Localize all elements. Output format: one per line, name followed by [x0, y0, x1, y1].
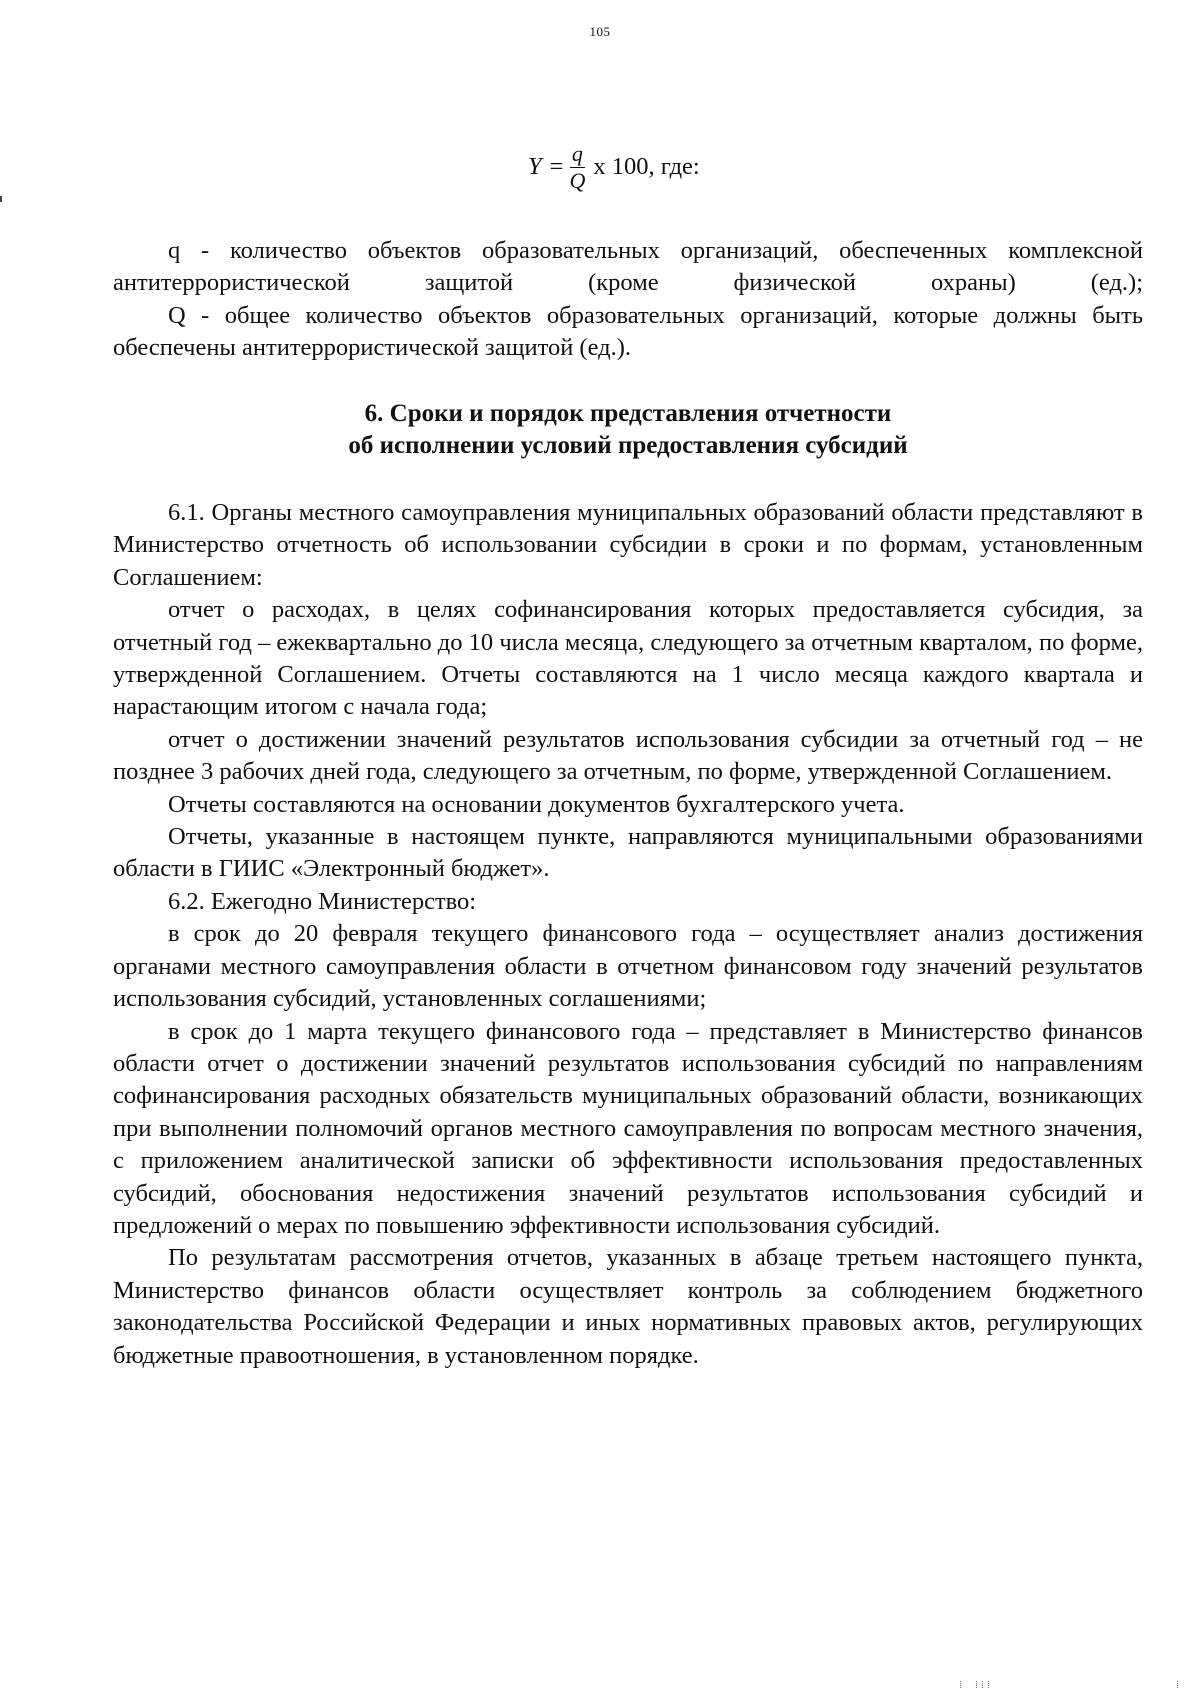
paragraph-march-1-report: в срок до 1 марта текущего финансового года – представляет в Министерство финансов области отчет о достижении значений результатов использования субсидий по направлениям софинансирования расходных обязательств муниципальных образований области, возникающих при выполнении полномочий органов местного самоуправления по вопросам местного значения, с приложением аналитической записки об эффективности использования предоставленных субсидий, обоснования недостижения значений результатов использования субсидий и предложений о мерах по повышению эффективности использования субсидий.: [113, 1017, 1143, 1239]
definitions: [113, 235, 1143, 365]
scan-margin-mark: [0, 196, 2, 202]
paragraph-control: По результатам рассмотрения отчетов, указанных в абзаце третьем настоящего пункта, Министерство финансов области осуществляет контроль за соблюдением бюджетного законодательства Российской Федерации и иных нормативных правовых актов, регулирующих бюджетные правоотношения, в установленном порядке.: [113, 1244, 1143, 1369]
page-number: 105: [589, 24, 611, 39]
definition-Q: Q - общее количество объектов образовательных организаций, которые должны быть обеспечены антитеррористической защитой (ед.).: [113, 301, 1143, 362]
formula-denominator: Q: [569, 168, 586, 193]
paragraph-6-2: 6.2. Ежегодно Министерство:: [168, 887, 477, 915]
formula-numerator: q: [571, 141, 583, 166]
paragraph-giis-submission: Отчеты, указанные в настоящем пункте, направляются муниципальными образованиями области в ГИИС «Электронный бюджет».: [113, 823, 1143, 883]
formula-lhs: Y: [528, 153, 542, 181]
paragraph-feb-20-analysis: в срок до 20 февраля текущего финансового года – осуществляет анализ достижения органами местного самоуправления области в отчетном финансовом году значений результатов использования субсидий, установленных соглашениями;: [113, 920, 1143, 1013]
paragraph-results-report: отчет о достижении значений результатов использования субсидии за отчетный год – не позднее 3 рабочих дней года, следующего за отчетным, по форме, утвержденной Соглашением.: [113, 725, 1143, 786]
formula-fraction: [569, 143, 585, 192]
paragraph-expense-report: отчет о расходах, в целях софинансирования которых предоставляется субсидия, за отчетный год – ежеквартально до 10 числа месяца, следующего за отчетным кварталом, по форме, утвержденной Соглашением. Отчеты составляются на 1 число месяца каждого квартала и нарастающим итогом с начала года;: [113, 596, 1143, 721]
definition-q: q - количество объектов образовательных организаций, обеспеченных комплексной антитеррористической защитой (кроме физической охраны) (ед.);: [113, 237, 1143, 297]
paragraph-6-1: 6.1. Органы местного самоуправления муниципальных образований области представляют в Министерство отчетность об использовании субсидии в сроки и по формам, установленным Соглашением:: [113, 499, 1143, 591]
section-heading: [113, 398, 1143, 462]
formula-equals: =: [549, 153, 564, 181]
formula-rest: х 100, где:: [593, 153, 700, 181]
section-heading-line-2: об исполнении условий предоставления субсидий: [348, 432, 908, 459]
section-heading-line-1: 6. Сроки и порядок представления отчетности: [364, 400, 892, 427]
formula: [528, 143, 700, 192]
scan-footer-marks: ⁞ ⁞⁞⁞ ⁞: [959, 1678, 1182, 1691]
section-body: [113, 497, 1143, 1372]
paragraph-accounting-basis: Отчеты составляются на основании документов бухгалтерского учета.: [168, 790, 905, 818]
